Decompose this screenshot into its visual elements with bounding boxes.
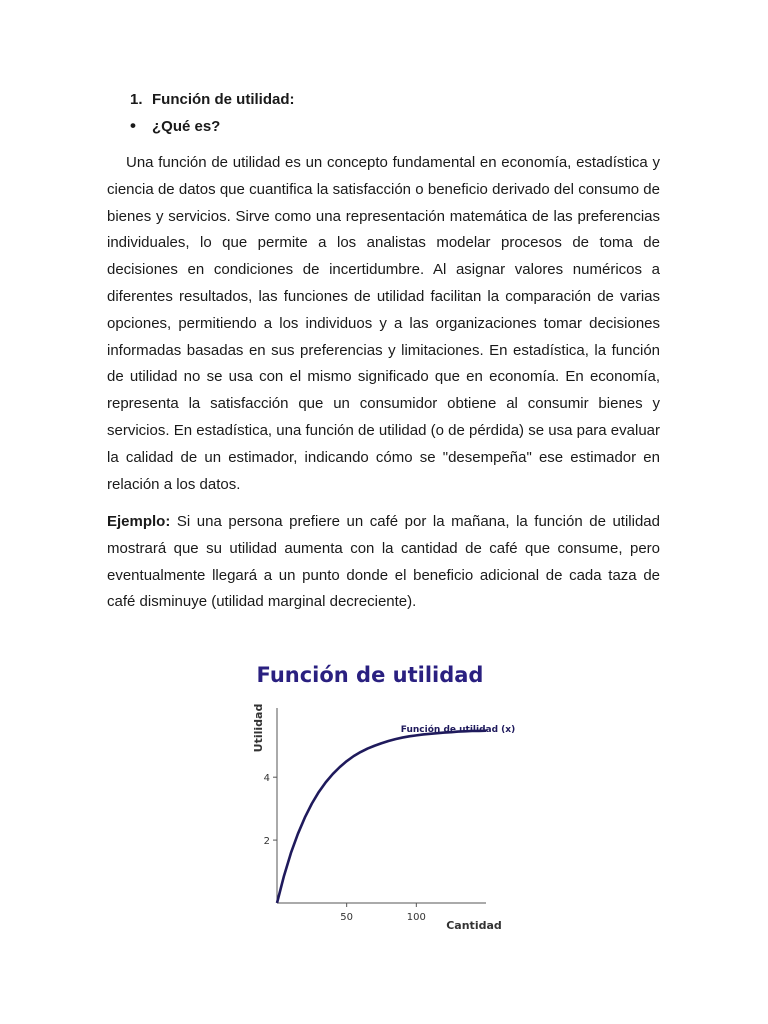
bullet-heading (130, 117, 220, 137)
bullet-text: ¿Qué es? (152, 118, 221, 135)
example-label: Ejemplo: (107, 513, 171, 530)
x-tick-label: 100 (406, 912, 426, 923)
example-text: Si una persona prefiere un café por la mañana, la función de utilidad mostrará que su utilidad aumenta con la cantidad de café que consume, pero eventualmente llegará a un punto donde el beneficio adicional de cada taza de café disminuye (utilidad marginal decreciente). (107, 513, 660, 611)
section-title: Función de utilidad: (152, 91, 295, 108)
x-tick-label: 50 (340, 912, 354, 923)
y-tick-label: 4 (263, 773, 270, 785)
definition-paragraph: Una función de utilidad es un concepto fundamental en economía, estadística y ciencia de datos que cuantifica la satisfacción o beneficio derivado del consumo de bienes y servicios. Sirve como una representación matemática de las preferencias individuales, lo que permite a los analistas modelar procesos de toma de decisiones en condiciones de incertidumbre. Al asignar valores numéricos a diferentes resultados, las funciones de utilidad facilitan la comparación de varias opciones, permitiendo a los individuos y a las organizaciones tomar decisiones informadas basadas en sus preferencias y limitaciones. En estadística, la función de utilidad no se usa con el mismo significado que en economía. En economía, representa la satisfacción que un consumidor obtiene al consumir bienes y servicios. En estadística, una función de utilidad (o de pérdida) se usa para evaluar la calidad de un estimador, indicando cómo se "desempeña" ese estimador en relación a los datos. (107, 154, 660, 493)
x-axis-label: Cantidad (446, 919, 502, 932)
series-label: Función de utilidad (x) (400, 725, 516, 735)
bullet-icon: • (130, 116, 136, 135)
utility-chart (240, 648, 530, 943)
section-heading (130, 90, 295, 110)
y-axis-label: Utilidad (252, 703, 265, 753)
y-tick-label: 2 (263, 836, 270, 848)
axis-ticks (264, 773, 426, 923)
section-number: 1. (130, 91, 143, 108)
example-paragraph (107, 509, 660, 616)
chart-title: Función de utilidad (256, 663, 484, 687)
utility-curve (277, 731, 486, 903)
